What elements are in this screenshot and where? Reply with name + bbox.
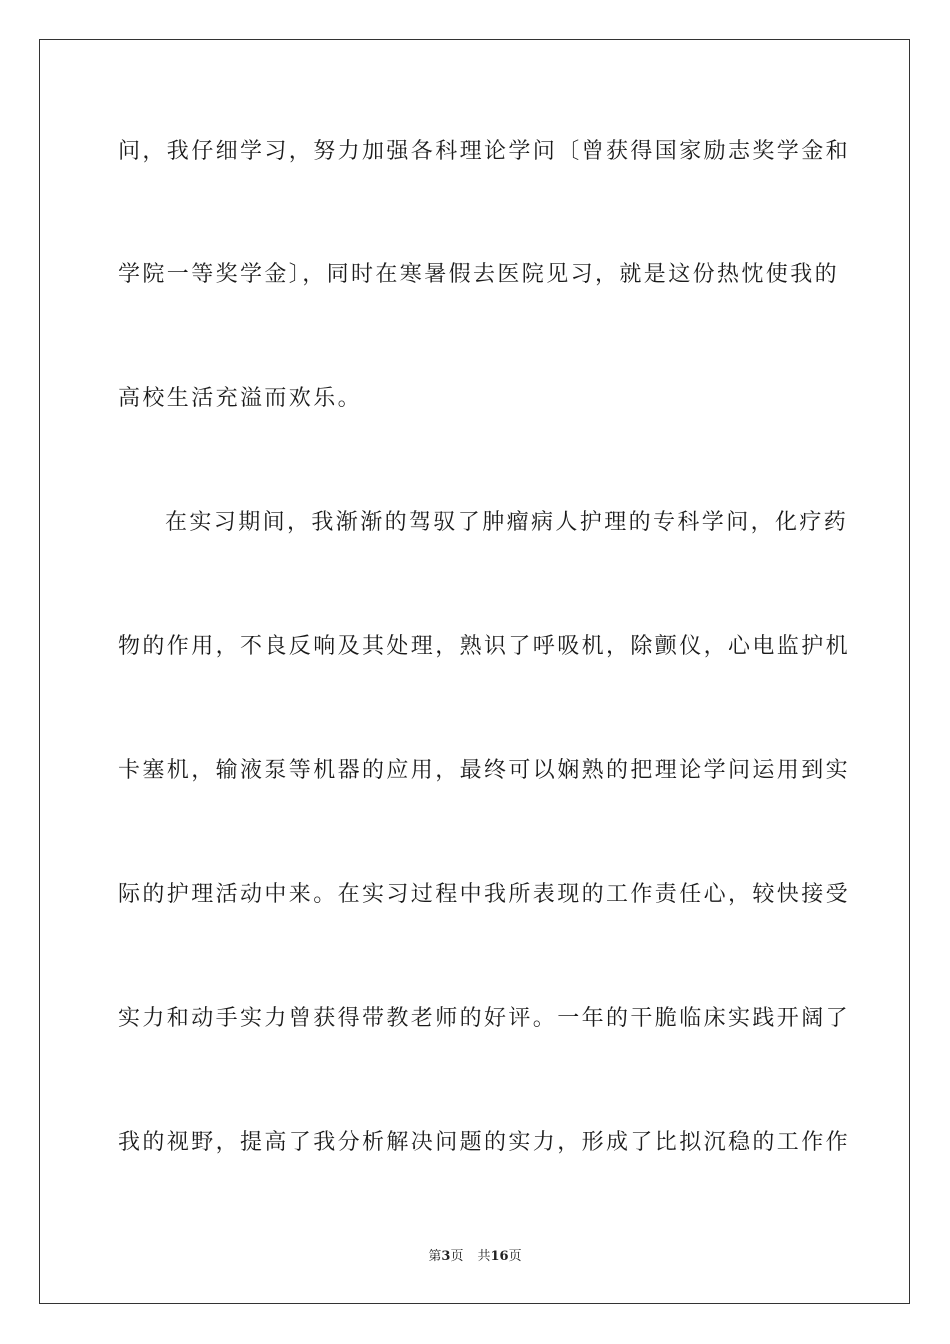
body-text-line: 实力和动手实力曾获得带教老师的好评。一年的干脆临床实践开阔了 <box>118 1006 851 1031</box>
page-border <box>39 39 910 1304</box>
body-text-line: 问，我仔细学习，努力加强各科理论学问〔曾获得国家励志奖学金和 <box>118 139 851 164</box>
total-pages: 16 <box>490 1249 509 1264</box>
total-label-suffix: 页 <box>508 1249 522 1264</box>
page-label-suffix: 页 <box>450 1249 464 1264</box>
page-label-prefix: 第 <box>428 1249 442 1264</box>
body-text-line: 际的护理活动中来。在实习过程中我所表现的工作责任心，较快接受 <box>118 882 851 907</box>
body-text-line: 物的作用，不良反响及其处理，熟识了呼吸机，除颤仪，心电监护机 <box>118 634 851 659</box>
paragraph-first-line: 在实习期间，我渐渐的驾驭了肿瘤病人护理的专科学问，化疗药 <box>165 510 849 535</box>
body-text-line: 高校生活充溢而欢乐。 <box>118 386 363 411</box>
body-text-line: 卡塞机，输液泵等机器的应用，最终可以娴熟的把理论学问运用到实 <box>118 758 851 783</box>
page-footer <box>0 1248 950 1266</box>
total-label-prefix: 共 <box>477 1249 491 1264</box>
body-text-line: 学院一等奖学金〕，同时在寒暑假去医院见习，就是这份热忱使我的 <box>118 262 840 287</box>
page-number: 3 <box>441 1249 451 1264</box>
body-text-line: 我的视野，提高了我分析解决问题的实力，形成了比拟沉稳的工作作 <box>118 1130 851 1155</box>
